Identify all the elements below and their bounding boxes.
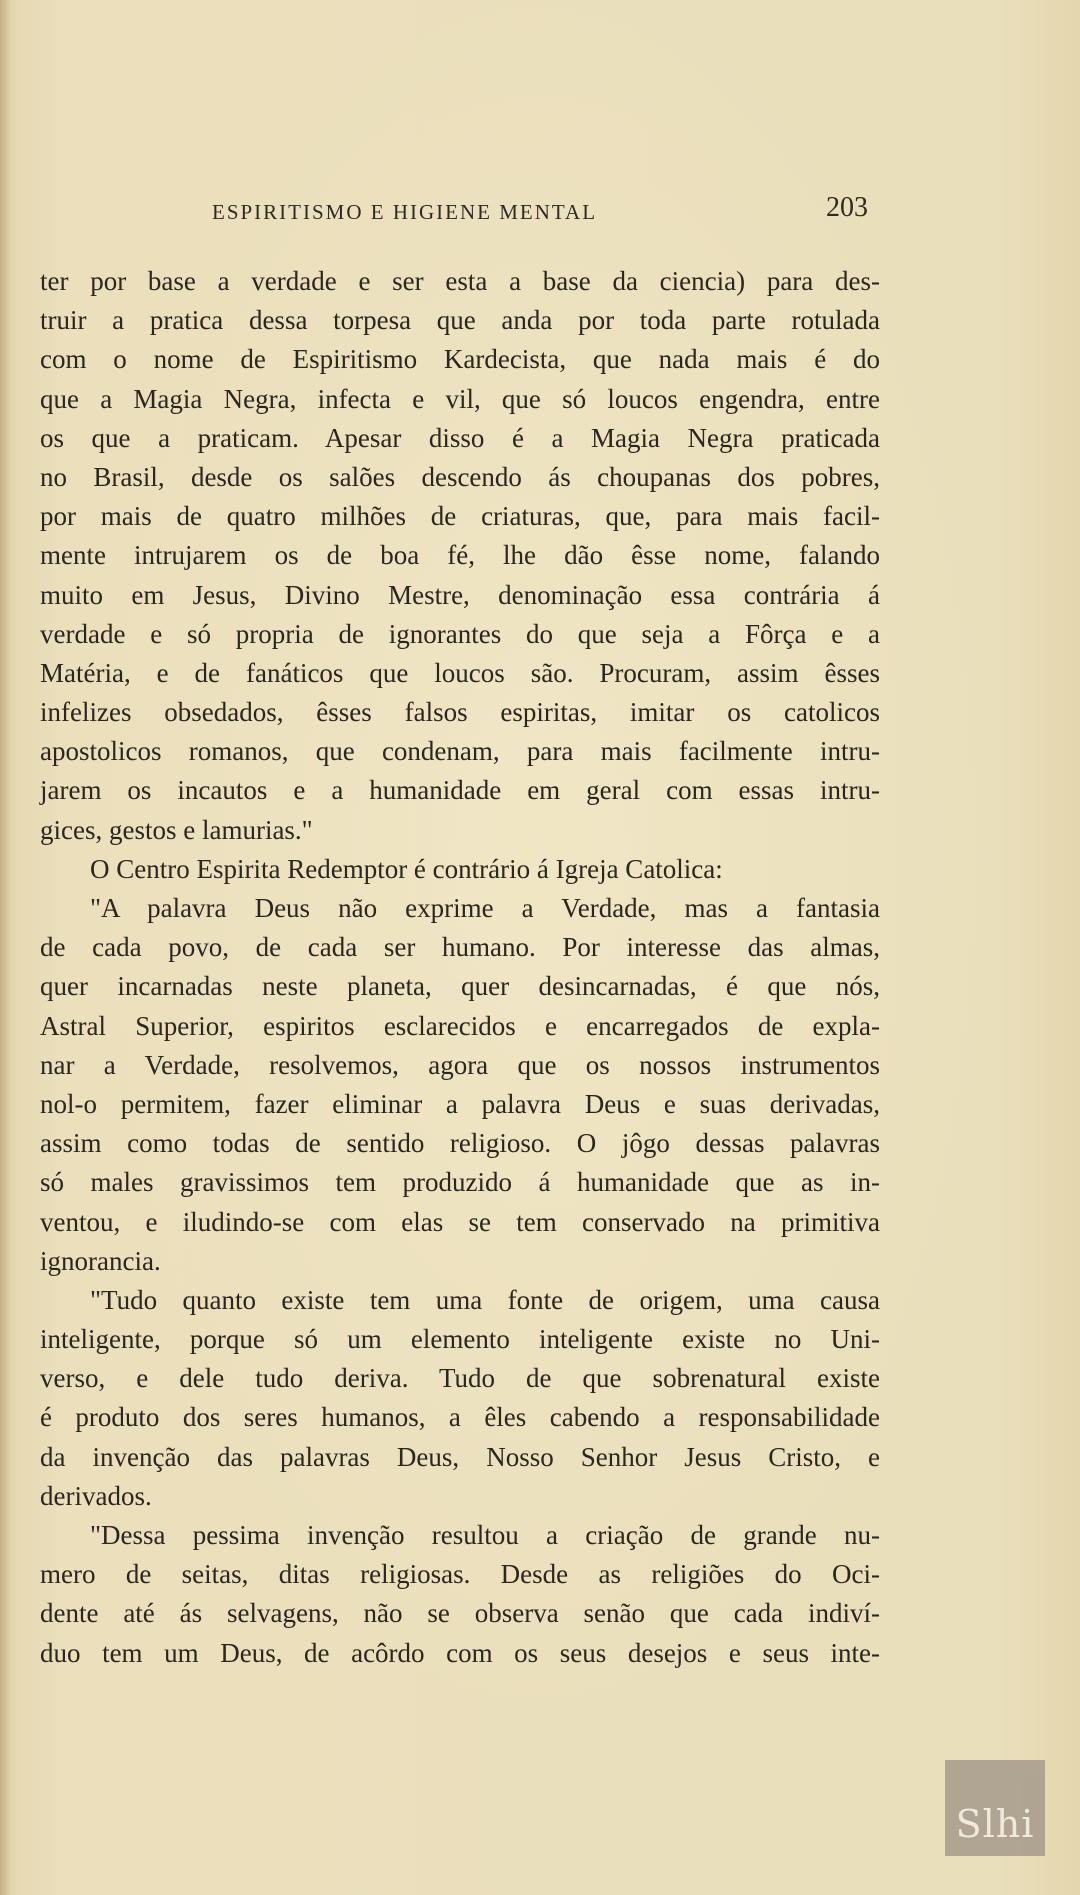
watermark-text: Slhi	[955, 1802, 1035, 1846]
text-line: nol-o permitem, fazer eliminar a palavra Deus e suas derivadas,	[40, 1088, 880, 1119]
text-line: Matéria, e de fanáticos que loucos são. Procuram, assim êsses	[40, 657, 880, 688]
text-line: ignorancia.	[40, 1245, 161, 1276]
text-line: derivados.	[40, 1480, 152, 1511]
text-line: só males gravissimos tem produzido á humanidade que as in-	[40, 1167, 880, 1198]
text-line: com o nome de Espiritismo Kardecista, que nada mais é do	[40, 344, 880, 375]
text-line: apostolicos romanos, que condenam, para mais facilmente intru-	[40, 736, 880, 767]
text-line: dente até ás selvagens, não se observa senão que cada indiví-	[40, 1598, 880, 1629]
text-line: truir a pratica dessa torpesa que anda por toda parte rotulada	[40, 305, 880, 336]
body-text	[40, 262, 880, 1673]
text-line: assim como todas de sentido religioso. O jôgo dessas palavras	[40, 1128, 880, 1159]
library-watermark-logo	[945, 1760, 1045, 1856]
text-line: jarem os incautos e a humanidade em geral com essas intru-	[40, 775, 880, 806]
text-line: é produto dos seres humanos, a êles cabendo a responsabilidade	[40, 1402, 880, 1433]
text-line: da invenção das palavras Deus, Nosso Senhor Jesus Cristo, e	[40, 1441, 880, 1472]
text-line: muito em Jesus, Divino Mestre, denominação essa contrária á	[40, 579, 880, 610]
text-line: mero de seitas, ditas religiosas. Desde as religiões do Oci-	[40, 1559, 880, 1590]
text-line: infelizes obsedados, êsses falsos espiritas, imitar os catolicos	[40, 697, 880, 728]
text-line: de cada povo, de cada ser humano. Por interesse das almas,	[40, 932, 880, 963]
text-line: "Tudo quanto existe tem uma fonte de origem, uma causa	[90, 1284, 880, 1315]
running-head	[36, 192, 868, 232]
text-line: nar a Verdade, resolvemos, agora que os nossos instrumentos	[40, 1049, 880, 1080]
text-line: "Dessa pessima invenção resultou a criação de grande nu-	[90, 1520, 880, 1550]
page-binding-edge	[0, 0, 10, 1895]
text-line: duo tem um Deus, de acôrdo com os seus desejos e seus inte-	[40, 1637, 880, 1668]
running-title: ESPIRITISMO E HIGIENE MENTAL	[212, 200, 598, 224]
text-line: O Centro Espirita Redemptor é contrário á Igreja Catolica:	[90, 853, 723, 884]
text-line: os que a praticam. Apesar disso é a Magia Negra praticada	[40, 422, 880, 453]
text-line: gices, gestos e lamurias."	[40, 814, 313, 845]
text-line: ventou, e iludindo-se com elas se tem conservado na primitiva	[40, 1206, 880, 1237]
text-line: verdade e só propria de ignorantes do que seja a Fôrça e a	[40, 618, 880, 649]
text-line: inteligente, porque só um elemento inteligente existe no Uni-	[40, 1324, 880, 1355]
text-line: no Brasil, desde os salões descendo ás choupanas dos pobres,	[40, 461, 880, 492]
text-line: por mais de quatro milhões de criaturas, que, para mais facil-	[40, 501, 880, 532]
page-number: 203	[826, 192, 868, 223]
text-line: que a Magia Negra, infecta e vil, que só loucos engendra, entre	[40, 383, 880, 414]
text-line: ter por base a verdade e ser esta a base da ciencia) para des-	[40, 266, 880, 296]
text-line: Astral Superior, espiritos esclarecidos e encarregados de expla-	[40, 1010, 880, 1041]
text-line: quer incarnadas neste planeta, quer desincarnadas, é que nós,	[40, 971, 880, 1002]
text-line: "A palavra Deus não exprime a Verdade, mas a fantasia	[90, 893, 880, 923]
text-line: mente intrujarem os de boa fé, lhe dão êsse nome, falando	[40, 540, 880, 571]
text-line: verso, e dele tudo deriva. Tudo de que sobrenatural existe	[40, 1363, 880, 1394]
